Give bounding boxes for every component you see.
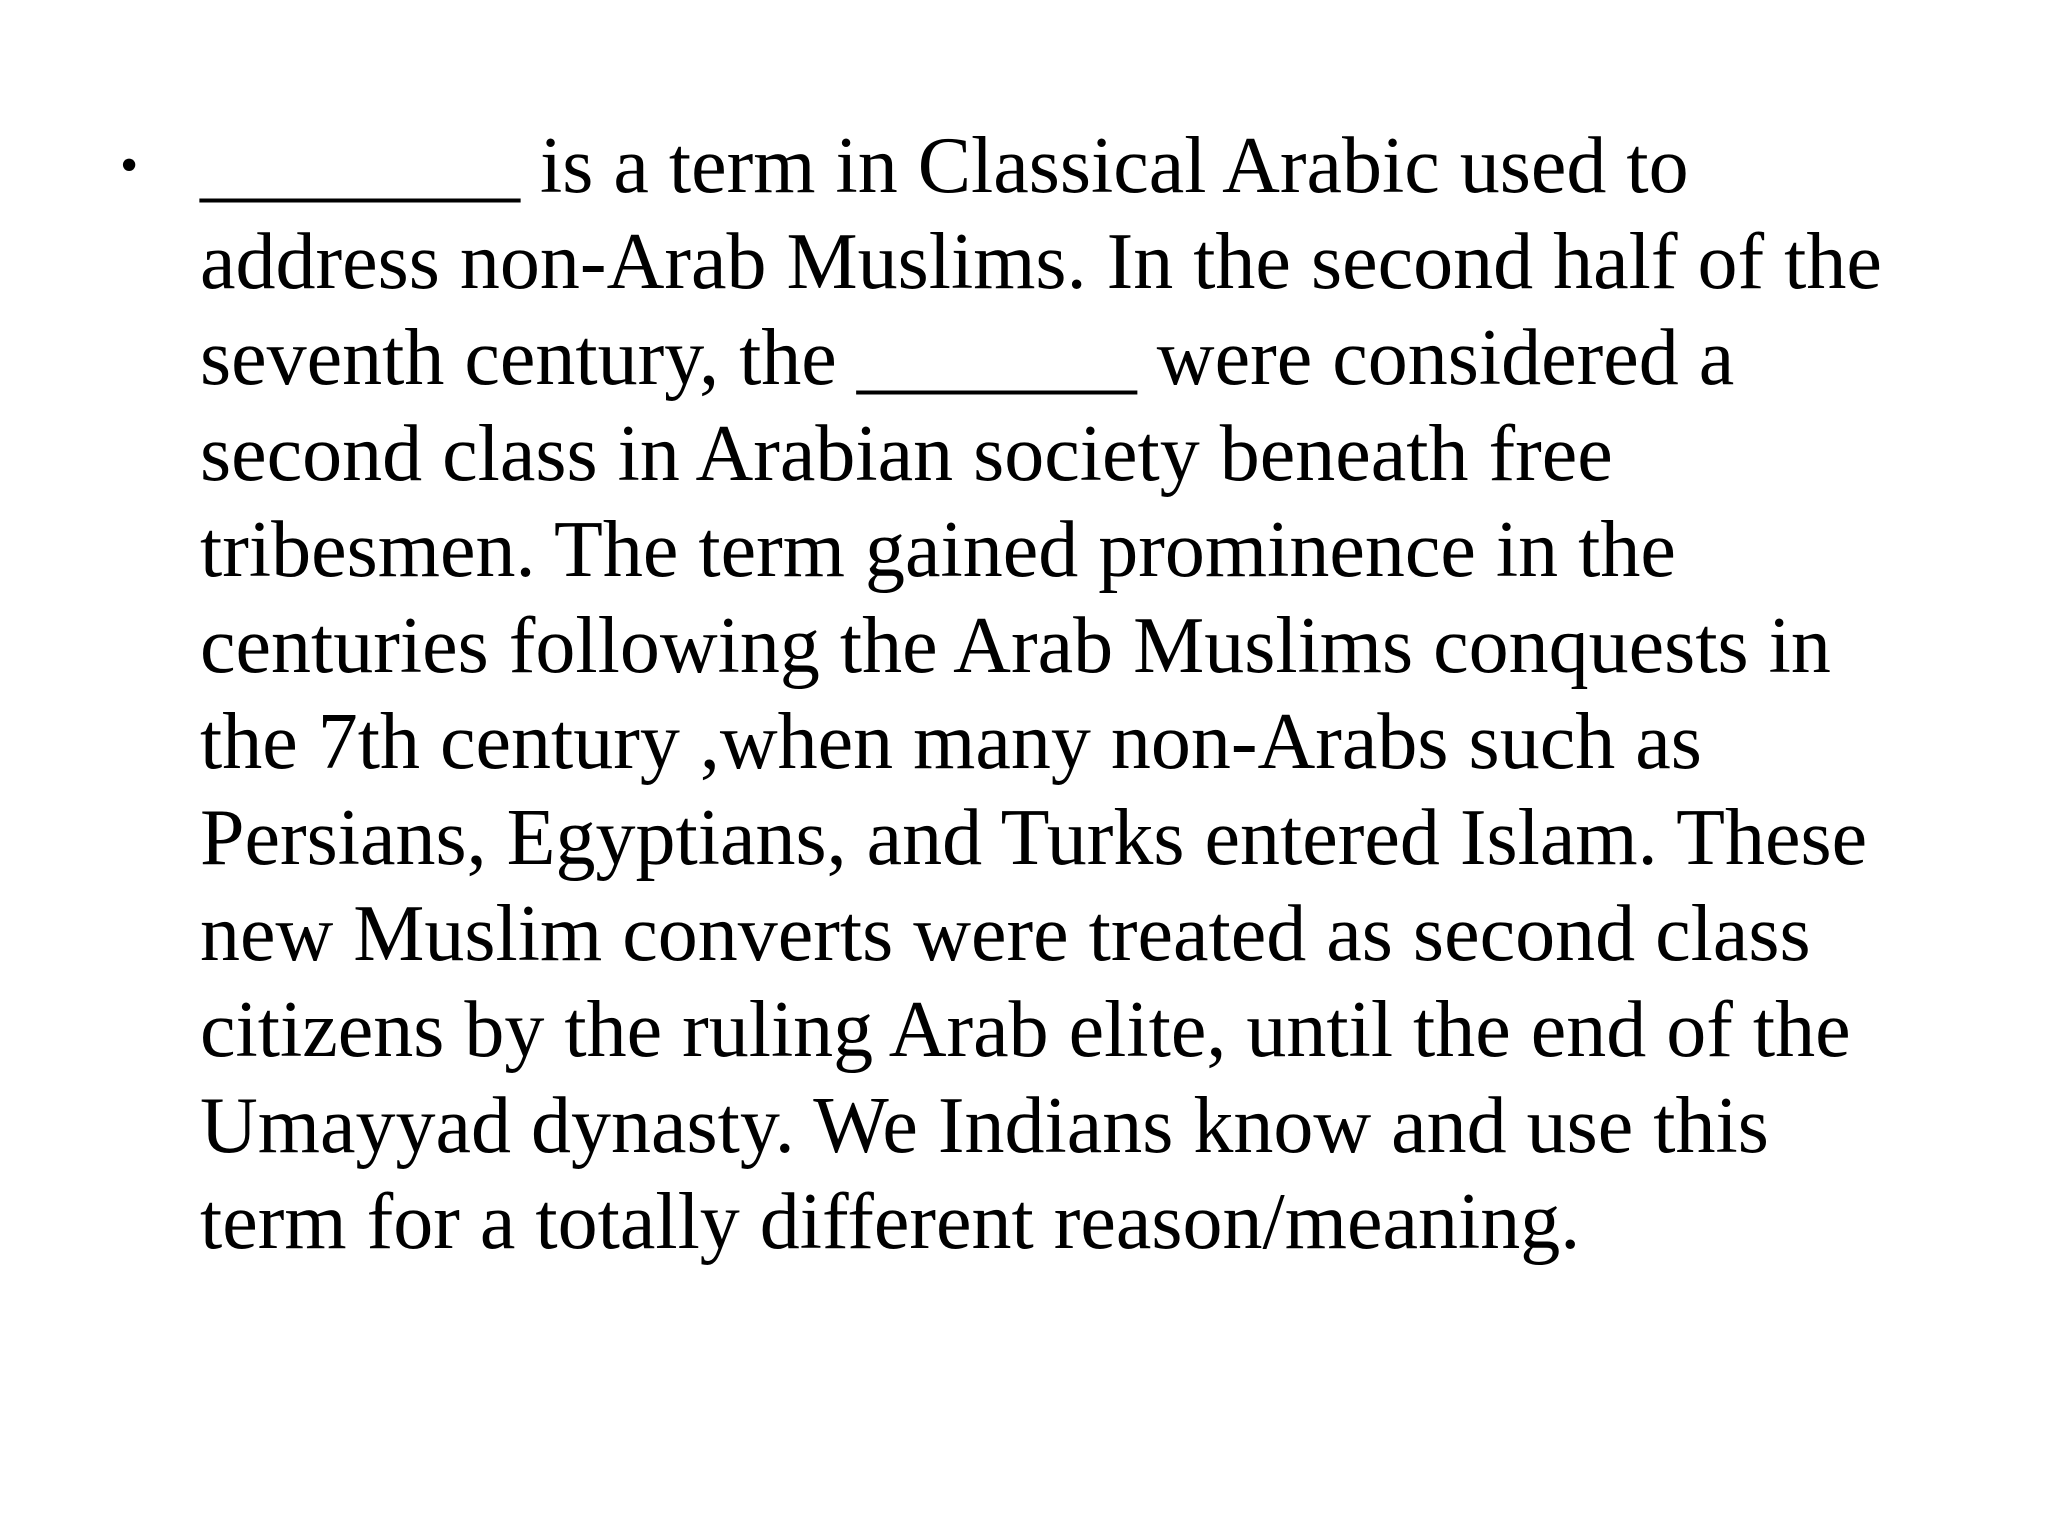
bullet-paragraph [200,118,1920,1270]
text-line: second class in Arabian society beneath free [200,410,1613,498]
text-line: the 7th century ,when many non-Arabs such as [200,698,1702,786]
bullet-icon: • [120,137,139,194]
text-line: new Muslim converts were treated as second class [200,890,1811,978]
text-line: centuries following the Arab Muslims conquests in [200,602,1831,690]
text-line: tribesmen. The term gained prominence in the [200,506,1676,594]
text-line: ________ is a term in Classical Arabic used to [200,122,1689,210]
text-line: term for a totally different reason/meaning. [200,1178,1581,1266]
text-line: Persians, Egyptians, and Turks entered Islam. These [200,794,1868,882]
text-line: seventh century, the _______ were considered a [200,314,1735,402]
text-line: citizens by the ruling Arab elite, until the end of the [200,986,1851,1074]
text-line: Umayyad dynasty. We Indians know and use this [200,1082,1769,1170]
bullet-item [120,118,1920,1270]
text-line: address non-Arab Muslims. In the second half of the [200,218,1882,306]
